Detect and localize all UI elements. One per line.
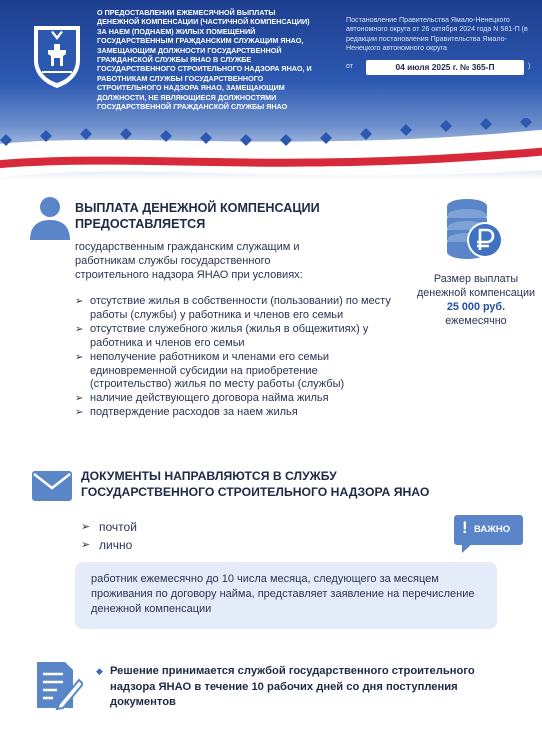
payment-amount: 25 000 руб. xyxy=(446,301,506,313)
list-item: ➢ наличие действующего договора найма жилья xyxy=(75,392,329,405)
chevron-bullet-icon: ➢ xyxy=(75,323,84,335)
chevron-bullet-icon: ➢ xyxy=(81,539,91,551)
diamond-bullet-icon: ◆ xyxy=(96,666,103,676)
decree-reference: Постановление Правительства Ямало-Ненецкого автономного округа от 26 октября 2024 года N 581-П (в редакции постановления Правительства Ямало-Ненецкого автономного округа xyxy=(346,16,528,53)
important-badge xyxy=(454,515,523,553)
compensation-intro: государственным гражданским служащим и работникам службы государственного строительного надзора ЯНАО при условиях: xyxy=(75,241,303,281)
header-banner xyxy=(0,0,542,180)
list-item: ➢ почтой xyxy=(81,520,137,534)
conditions-list xyxy=(75,295,400,420)
documents-title: ДОКУМЕНТЫ НАПРАВЛЯЮТСЯ В СЛУЖБУ ГОСУДАРСТВЕННОГО СТРОИТЕЛЬНОГО НАДЗОРА ЯНАО xyxy=(81,469,430,499)
decree-from-label: от xyxy=(346,63,353,70)
document-title: О ПРЕДОСТАВЛЕНИИ ЕЖЕМЕСЯЧНОЙ ВЫПЛАТЫ ДЕНЕЖНОЙ КОМПЕНСАЦИИ (ЧАСТИЧНОЙ КОМПЕНСАЦИИ) ЗА НАЕМ (ПОДНАЕМ) ЖИЛЫХ ПОМЕЩЕНИЙ ГОСУДАРСТВЕННЫМ ГРАЖДАНСКИМ СЛУЖАЩИМ ЯНАО, ЗАМЕЩАЮЩИМ ДОЛЖНОСТИ ГОСУДАРСТВЕННОЙ ГРАЖДАНСКОЙ СЛУЖБЫ ЯНАО В СЛУЖБЕ ГОСУДАРСТВЕННОГО СТРОИТЕЛЬНОГО НАДЗОРА ЯНАО, И РАБОТНИКАМ СЛУЖБЫ ГОСУДАРСТВЕННОГО СТРОИТЕЛЬНОГО НАДЗОРА ЯНАО, ЗАМЕЩАЮЩИМ ДОЛЖНОСТИ, НЕ ЯВЛЯЮЩИЕСЯ ДОЛЖНОСТЯМИ ГОСУДАРСТВЕННОЙ ГРАЖДАНСКОЙ СЛУЖБЫ ЯНАО xyxy=(97,8,312,112)
decree-date-row xyxy=(346,60,536,76)
chevron-bullet-icon: ➢ xyxy=(75,393,84,405)
decision-text: Решение принимается службой государственного строительного надзора ЯНАО в течение 10 рабочих дней со дня поступления документов xyxy=(110,665,475,708)
envelope-icon xyxy=(32,471,72,501)
list-item: ➢ неполучение работником и членами его семьи единовременной субсидии на приобретение (строительство) жилья по месту работы (службы) xyxy=(75,350,345,391)
list-item: ➢ отсутствие жилья в собственности (пользовании) по месту работы (службы) у работника и членов его семьи xyxy=(75,295,391,321)
compensation-title: ВЫПЛАТА ДЕНЕЖНОЙ КОМПЕНСАЦИИ ПРЕДОСТАВЛЯЕТСЯ xyxy=(75,201,320,231)
yanao-coat-of-arms-icon xyxy=(28,20,86,90)
payment-amount-box xyxy=(410,272,542,328)
list-item: ➢ подтверждение расходов за наем жилья xyxy=(75,406,298,419)
chevron-bullet-icon: ➢ xyxy=(75,407,84,419)
chevron-bullet-icon: ➢ xyxy=(75,296,84,307)
chevron-bullet-icon: ➢ xyxy=(81,521,91,533)
list-item: ➢ отсутствие служебного жилья (жилья в общежитиях) у работника и членов его семьи xyxy=(75,322,369,349)
important-label: ВАЖНО xyxy=(474,524,511,535)
ruble-coins-icon xyxy=(443,196,505,262)
exclamation-icon: ! xyxy=(462,518,468,537)
ornament-ribbon-icon xyxy=(0,118,542,180)
decree-date: 04 июля 2025 г. № 365-П xyxy=(366,60,524,75)
list-item: ➢ лично xyxy=(81,538,133,552)
payment-label: Размер выплаты денежной компенсации xyxy=(416,273,536,299)
payment-period: ежемесячно xyxy=(445,315,507,327)
person-icon xyxy=(30,196,70,240)
submission-methods-list xyxy=(81,518,137,554)
deadline-note: работник ежемесячно до 10 числа месяца, следующего за месяцем проживания по договору найма, представляет заявление на перечисление денежной компенсации xyxy=(75,562,497,629)
decree-close-paren: ) xyxy=(528,63,531,70)
chevron-bullet-icon: ➢ xyxy=(75,351,84,363)
document-edit-icon xyxy=(35,660,83,710)
